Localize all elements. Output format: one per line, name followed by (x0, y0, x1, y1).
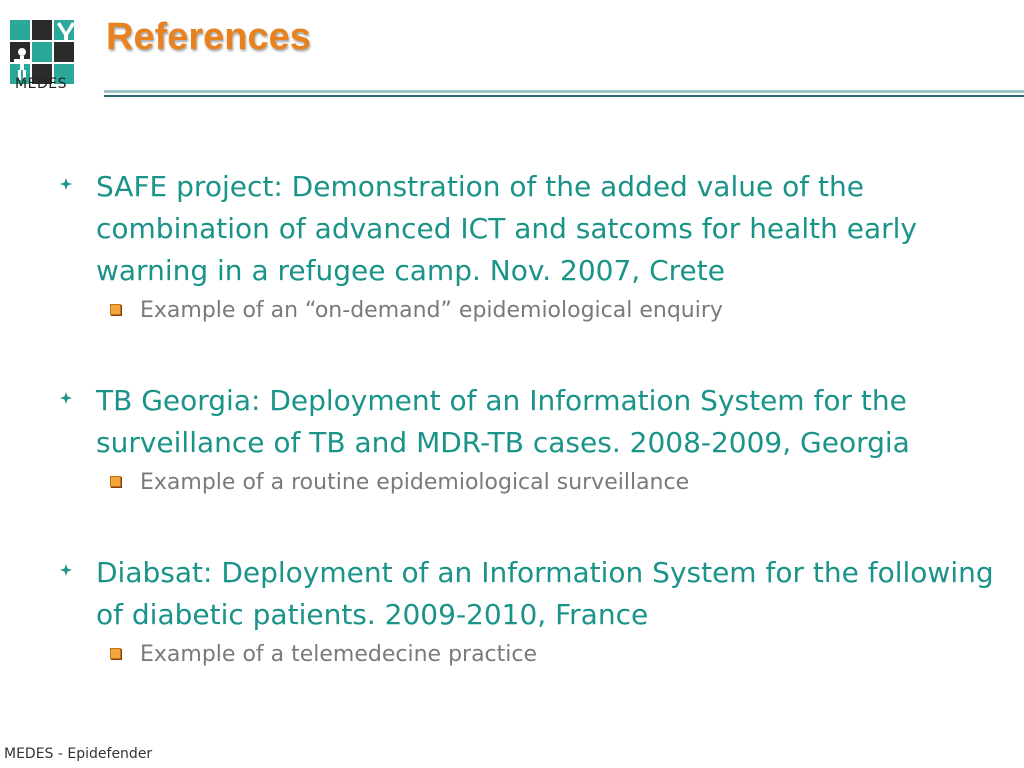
square-bullet-icon (110, 648, 121, 659)
reference-subitem (110, 296, 1000, 326)
page-title: References (106, 16, 311, 58)
reference-subtext: Example of a telemedecine practice (140, 642, 538, 667)
reference-subtext: Example of an “on-demand” epidemiological enquiry (140, 298, 723, 323)
reference-item (60, 552, 1000, 670)
reference-text: SAFE project: Demonstration of the added value of the combination of advanced ICT and satcoms for health early warning in a refugee camp. Nov. 2007, Crete (96, 170, 917, 287)
diamond-bullet-icon (60, 392, 72, 404)
diamond-bullet-icon (60, 178, 72, 190)
reference-text: Diabsat: Deployment of an Information System for the following of diabetic patients. 2009-2010, France (96, 556, 994, 631)
footer-text: MEDES - Epidefender (4, 746, 153, 762)
square-bullet-icon (110, 476, 121, 487)
square-bullet-icon (110, 304, 121, 315)
reference-subitem (110, 640, 1000, 670)
reference-subtext: Example of a routine epidemiological surveillance (140, 470, 690, 495)
reference-list (60, 166, 1000, 670)
title-divider-light (104, 90, 1024, 93)
logo-text: MEDES (15, 76, 67, 92)
reference-text: TB Georgia: Deployment of an Information System for the surveillance of TB and MDR-TB cases. 2008-2009, Georgia (96, 384, 910, 459)
diamond-bullet-icon (60, 564, 72, 576)
reference-item (60, 380, 1000, 498)
title-divider-dark (104, 95, 1024, 97)
reference-subitem (110, 468, 1000, 498)
reference-item (60, 166, 1000, 326)
